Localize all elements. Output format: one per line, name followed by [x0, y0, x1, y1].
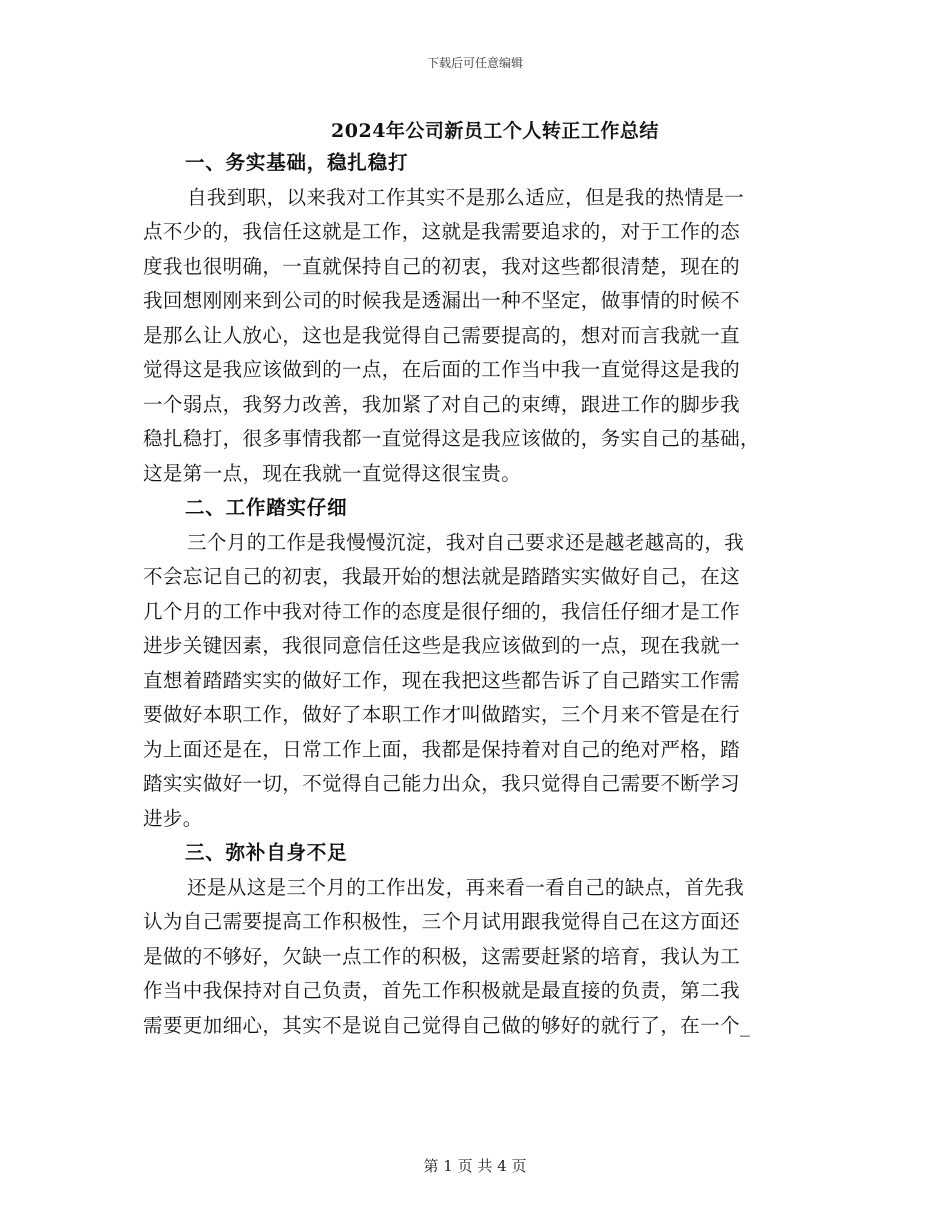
paragraph-line: 要做好本职工作，做好了本职工作才叫做踏实，三个月来不管是在行 [143, 703, 741, 726]
page-number-footer: 第 1 页 共 4 页 [423, 1157, 527, 1175]
paragraph-line: 踏实实做好一切，不觉得自己能力出众，我只觉得自己需要不断学习 [143, 772, 741, 795]
paragraph-line: 这是第一点，现在我就一直觉得这很宝贵。 [143, 461, 522, 485]
paragraph-line: 觉得这是我应该做到的一点，在后面的工作当中我一直觉得这是我的 [143, 358, 741, 381]
paragraph-line: 直想着踏踏实实的做好工作，现在我把这些都告诉了自己踏实工作需 [143, 668, 741, 692]
paragraph-line: 三个月的工作是我慢慢沉淀，我对自己要求还是越老越高的，我 [187, 530, 745, 554]
paragraph-line: 稳扎稳打，很多事情我都一直觉得这是我应该做的，务实自己的基础， [143, 427, 760, 450]
paragraph-line: 进步关键因素，我很同意信任这些是我应该做到的一点，现在我就一 [143, 634, 741, 657]
section-heading: 三、弥补自身不足 [185, 841, 348, 864]
paragraph-line: 还是从这是三个月的工作出发，再来看一看自己的缺点，首先我 [187, 875, 745, 899]
paragraph-line: 进步。 [143, 806, 203, 830]
paragraph-line: 不会忘记自己的初衷，我最开始的想法就是踏踏实实做好自己，在这 [143, 565, 741, 588]
section-heading: 一、务实基础，稳扎稳打 [185, 151, 409, 174]
paragraph-line: 度我也很明确，一直就保持自己的初衷，我对这些都很清楚，现在的 [143, 254, 741, 278]
paragraph-line: 我回想刚刚来到公司的时候我是透漏出一种不坚定，做事情的时候不 [143, 289, 741, 312]
paragraph-line: 认为自己需要提高工作积极性，三个月试用跟我觉得自己在这方面还 [143, 910, 741, 933]
document-body [143, 146, 808, 1043]
paragraph-line: 需要更加细心，其实不是说自己觉得自己做的够好的就行了，在一个_ [143, 1013, 751, 1037]
paragraph-line: 点不少的，我信任这就是工作，这就是我需要追求的，对于工作的态 [143, 220, 741, 243]
paragraph-line: 为上面还是在，日常工作上面，我都是保持着对自己的绝对严格，踏 [143, 737, 741, 761]
paragraph-line: 是做的不够好，欠缺一点工作的积极，这需要赶紧的培育，我认为工 [143, 944, 741, 968]
paragraph-line: 几个月的工作中我对待工作的态度是很仔细的，我信任仔细才是工作 [143, 599, 741, 623]
paragraph-line: 作当中我保持对自己负责，首先工作积极就是最直接的负责，第二我 [143, 979, 741, 1002]
document-title: 2024年公司新员工个人转正工作总结 [331, 120, 659, 142]
paragraph-line: 自我到职，以来我对工作其实不是那么适应，但是我的热情是一 [187, 185, 745, 209]
paragraph-line: 一个弱点，我努力改善，我加紧了对自己的束缚，跟进工作的脚步我 [143, 392, 741, 416]
download-edit-note: 下载后可任意编辑 [426, 56, 523, 70]
paragraph-line: 是那么让人放心，这也是我觉得自己需要提高的，想对而言我就一直 [143, 323, 741, 347]
section-heading: 二、工作踏实仔细 [185, 496, 348, 519]
